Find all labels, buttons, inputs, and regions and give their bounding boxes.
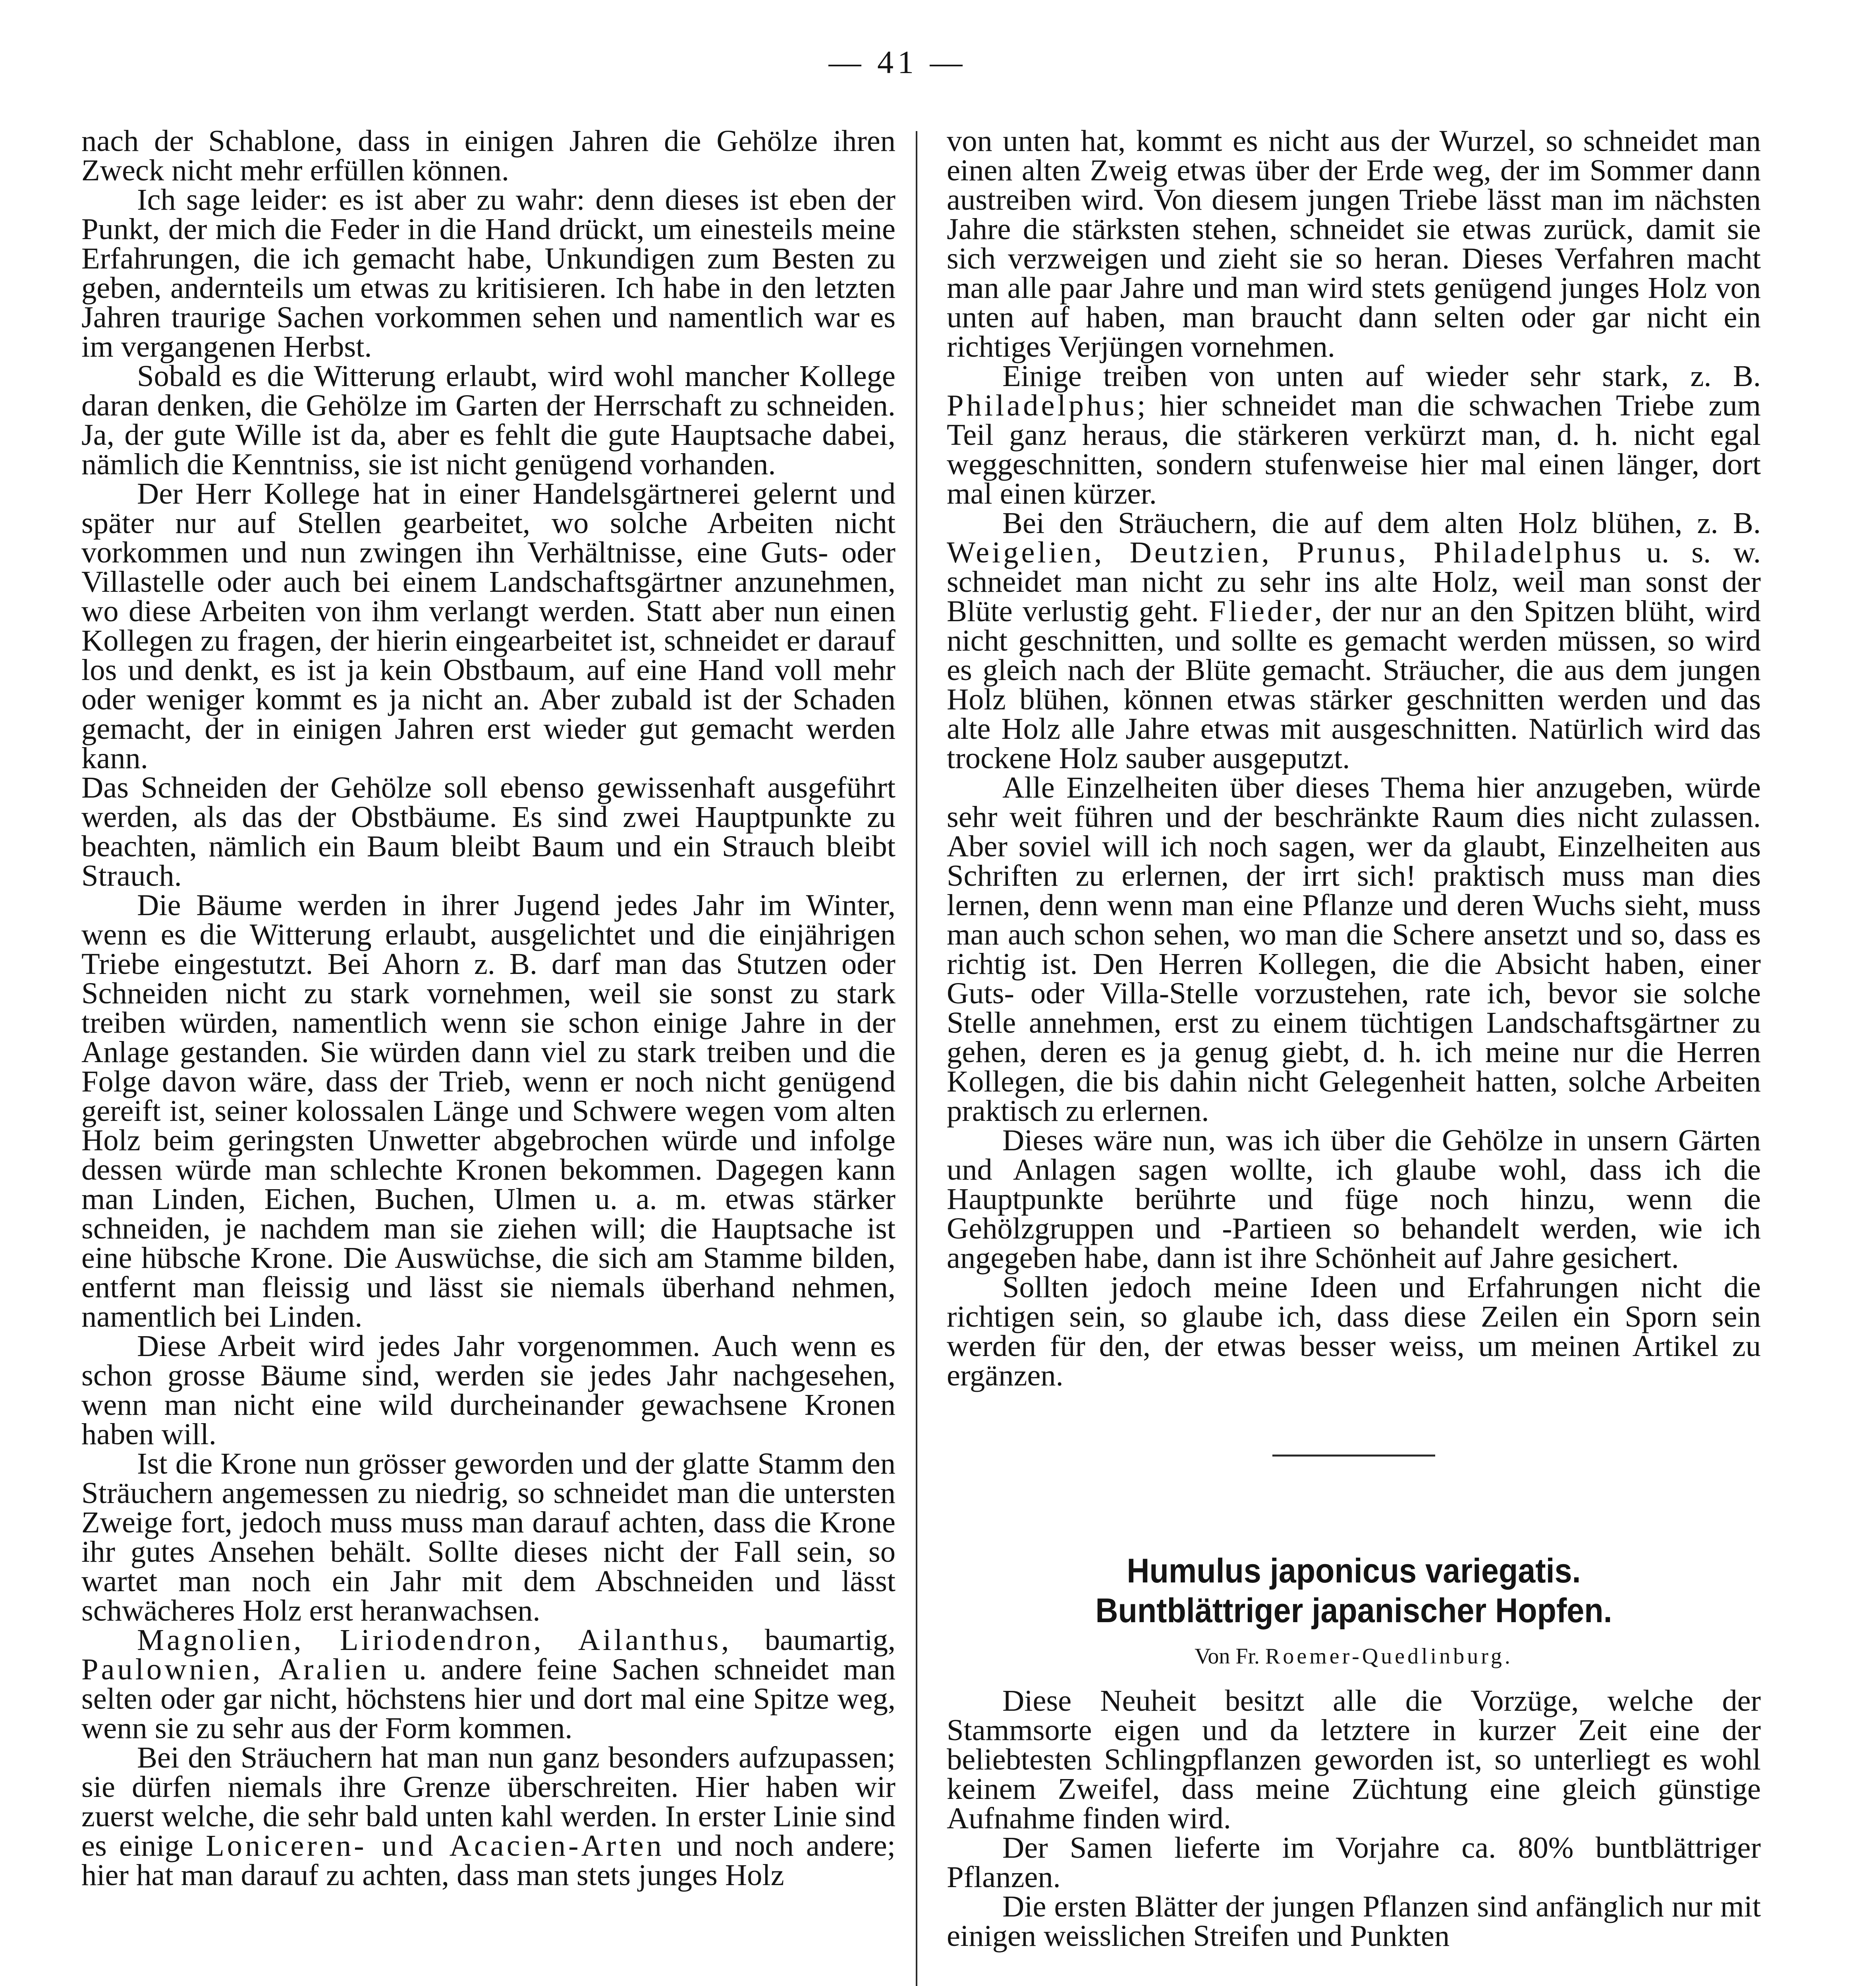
page-number: — 41 —: [828, 44, 967, 80]
spaced-term: Loniceren- und Acacien-Arten: [206, 1829, 664, 1862]
paragraph: von unten hat, kommt es nicht aus der Wurzel, so schneidet man einen alten Zweig etwas über der Erde weg, der im Sommer dann austreiben wird. Von diesem jungen Triebe lässt man im nächsten Jahre die stärksten stehen, schneidet sie etwas zurück, damit sie sich verzweigen und zieht sie so heran. Dieses Verfahren macht man alle paar Jahre und man wird stets genügend junges Holz von unten auf haben, man braucht dann selten oder gar nicht ein richtiges Verjüngen vornehmen.: [947, 124, 1761, 363]
paragraph: Die ersten Blätter der jungen Pflanzen sind anfänglich nur mit einigen weisslichen Streifen und Punkten: [947, 1889, 1761, 1953]
paragraph: Diese Arbeit wird jedes Jahr vorgenommen. Auch wenn es schon grosse Bäume sind, werden sie jedes Jahr nachgesehen, wenn man nicht eine wild durcheinander gewachsene Kronen haben will.: [81, 1329, 896, 1451]
paragraph-text: , der nur an den Spitzen blüht, wird nicht geschnitten, und sollte es gemacht werden müssen, so wird es gleich nach der Blüte gemacht. Sträucher, die aus dem jungen Holz blühen, können etwas stärker geschnitten werden und das alte Holz alle Jahre etwas mit ausgeschnitten. Natürlich wird das trockene Holz sauber ausgeputzt.: [947, 594, 1761, 775]
paragraph: [947, 361, 1761, 508]
byline: [947, 1642, 1761, 1670]
article-title: Humulus japonicus variegatis.: [1127, 1552, 1581, 1590]
paragraph-text: u. andere feine Sachen schneidet man selten oder gar nicht, höchstens hier und dort mal eine Spitze weg, wenn sie zu sehr aus der Form kommen.: [81, 1652, 896, 1745]
spaced-term: Philadelphus: [947, 388, 1137, 422]
spaced-term: Flieder: [1209, 594, 1314, 628]
spaced-term: Weigelien, Deutzien, Prunus, Philadelphus: [947, 535, 1624, 569]
paragraph-text: ; hier schneidet man die schwachen Triebe zum Teil ganz heraus, die stärkeren verkürzt man, d. h. nicht egal weggeschnitten, sondern stufenweise hier mal einen länger, dort mal einen kürzer.: [947, 388, 1761, 510]
paragraph: [947, 508, 1761, 773]
paragraph-text: Einige treiben von unten auf wieder sehr stark, z. B.: [1002, 359, 1761, 393]
section-divider: [1272, 1455, 1435, 1457]
paragraph-text: baumartig,: [731, 1623, 896, 1657]
byline-author: Roemer-Quedlinburg.: [1265, 1644, 1513, 1669]
paragraph: nach der Schablone, dass in einigen Jahren die Gehölze ihren Zweck nicht mehr erfüllen können.: [81, 124, 896, 187]
paragraph: Alle Einzelheiten über dieses Thema hier anzugeben, würde sehr weit führen und der beschränkte Raum dies nicht zulassen. Aber soviel will ich noch sagen, wer da glaubt, Einzelheiten aus Schriften zu erlernen, der irrt sich! praktisch muss man dies lernen, denn wenn man eine Pflanze und deren Wuchs sieht, muss man auch schon sehen, wo man die Schere ansetzt und so, dass es richtig ist. Den Herren Kollegen, die die Absicht haben, einer Guts- oder Villa-Stelle vorzustehen, rate ich, bevor sie solche Stelle annehmen, erst zu einem tüchtigen Landschaftsgärtner zu gehen, deren es ja genug giebt, d. h. ich meine nur die Herren Kollegen, die bis dahin nicht Gelegenheit hatten, solche Arbeiten praktisch zu erlernen.: [947, 771, 1761, 1128]
spaced-term: Magnolien, Liriodendron, Ailanthus,: [137, 1623, 732, 1657]
paragraph: Die Bäume werden in ihrer Jugend jedes Jahr im Winter, wenn es die Witterung erlaubt, ausgelichtet und die einjährigen Triebe eingestutzt. Bei Ahorn z. B. darf man das Stutzen oder Schneiden nicht zu stark vornehmen, weil sie sonst zu stark treiben würden, namentlich wenn sie schon einige Jahre in der Anlage gestanden. Sie würden dann viel zu stark treiben und die Folge davon wäre, dass der Trieb, wenn er noch nicht genügend gereift ist, seiner kolossalen Länge und Schwere wegen vom alten Holz beim geringsten Unwetter abgebrochen würde und infolge dessen würde man schlechte Kronen bekommen. Dagegen kann man Linden, Eichen, Buchen, Ulmen u. a. m. etwas stärker schneiden, je nachdem man sie ziehen will; die Hauptsache ist eine hübsche Krone. Die Auswüchse, die sich am Stamme bilden, entfernt man fleissig und lässt sie niemals überhand nehmen, namentlich bei Linden.: [81, 888, 896, 1333]
right-column: [947, 126, 1761, 1951]
paragraph: Das Schneiden der Gehölze soll ebenso gewissenhaft ausgeführt werden, als das der Obstbäume. Es sind zwei Hauptpunkte zu beachten, nämlich ein Baum bleibt Baum und ein Strauch bleibt Strauch.: [81, 771, 896, 893]
paragraph: Der Samen lieferte im Vorjahre ca. 80% buntblättriger Pflanzen.: [947, 1831, 1761, 1894]
paragraph: Sollten jedoch meine Ideen und Erfahrungen nicht die richtigen sein, so glaube ich, dass diese Zeilen ein Sporn sein werden für den, der etwas besser weiss, um meinen Artikel zu ergänzen.: [947, 1270, 1761, 1392]
paragraph-text: Bei den Sträuchern hat man nun ganz besonders aufzupassen; sie dürfen niemals ihre Grenze überschreiten. Hier haben wir zuerst welche, die sehr bald unten kahl werden. In erster Linie sind es einige: [81, 1741, 896, 1862]
byline-prefix: Von Fr.: [1195, 1644, 1266, 1669]
paragraph: Der Herr Kollege hat in einer Handelsgärtnerei gelernt und später nur auf Stellen gearbeitet, wo solche Arbeiten nicht vorkommen und nun zwingen ihn Verhältnisse, eine Guts- oder Villastelle oder auch bei einem Landschaftsgärtner anzunehmen, wo diese Arbeiten von ihm verlangt werden. Statt aber nun einen Kollegen zu fragen, der hierin eingearbeitet ist, schneidet er darauf los und denkt, es ist ja kein Obstbaum, auf eine Hand voll mehr oder weniger kommt es ja nicht an. Aber zubald ist der Schaden gemacht, der in einigen Jahren erst wieder gut gemacht werden kann.: [81, 477, 896, 775]
paragraph-text: u. s. w. schneidet man nicht zu sehr ins alte Holz, weil man sonst der Blüte verlustig geht.: [947, 535, 1761, 628]
paragraph: Dieses wäre nun, was ich über die Gehölze in unsern Gärten und Anlagen sagen wollte, ich glaube wohl, dass ich die Hauptpunkte berührte und füge noch hinzu, wenn die Gehölzgruppen und -Partieen so behandelt werden, wie ich angegeben habe, dann ist ihre Schönheit auf Jahre gesichert.: [947, 1123, 1761, 1275]
paragraph: [81, 1743, 896, 1890]
paragraph: Ich sage leider: es ist aber zu wahr: denn dieses ist eben der Punkt, der mich die Feder in die Hand drückt, um einesteils meine Erfahrungen, die ich gemacht habe, Unkundigen zum Besten zu geben, andernteils um etwas zu kritisieren. Ich habe in den letzten Jahren traurige Sachen vorkommen sehen und namentlich war es im vergangenen Herbst.: [81, 183, 896, 363]
spaced-term: Paulownien, Aralien: [81, 1652, 390, 1686]
paragraph: Diese Neuheit besitzt alle die Vorzüge, welche der Stammsorte eigen und da letztere in kurzer Zeit eine der beliebtesten Schlingpflanzen geworden ist, so unterliegt es wohl keinem Zweifel, dass meine Züchtung eine gleich günstige Aufnahme finden wird.: [947, 1684, 1761, 1835]
left-column: [81, 126, 896, 1890]
paragraph: [81, 1625, 896, 1743]
paragraph-text: und noch andere; hier hat man darauf zu achten, dass man stets junges Holz: [81, 1829, 896, 1892]
paragraph-text: Bei den Sträuchern, die auf dem alten Holz blühen, z. B.: [1002, 506, 1761, 540]
article-subtitle: Buntblättriger japanischer Hopfen.: [1095, 1592, 1612, 1630]
paragraph: Sobald es die Witterung erlaubt, wird wohl mancher Kollege daran denken, die Gehölze im Garten der Herrschaft zu schneiden. Ja, der gute Wille ist da, aber es fehlt die gute Hauptsache dabei, nämlich die Kenntniss, sie ist nicht genügend vorhanden.: [81, 359, 896, 481]
paragraph: Ist die Krone nun grösser geworden und der glatte Stamm den Sträuchern angemessen zu niedrig, so schneidet man die untersten Zweige fort, jedoch muss muss man darauf achten, dass die Krone ihr gutes Ansehen behält. Sollte dieses nicht der Fall sein, so wartet man noch ein Jahr mit dem Abschneiden und lässt schwächeres Holz erst heranwachsen.: [81, 1447, 896, 1627]
column-rule: [916, 131, 917, 1986]
